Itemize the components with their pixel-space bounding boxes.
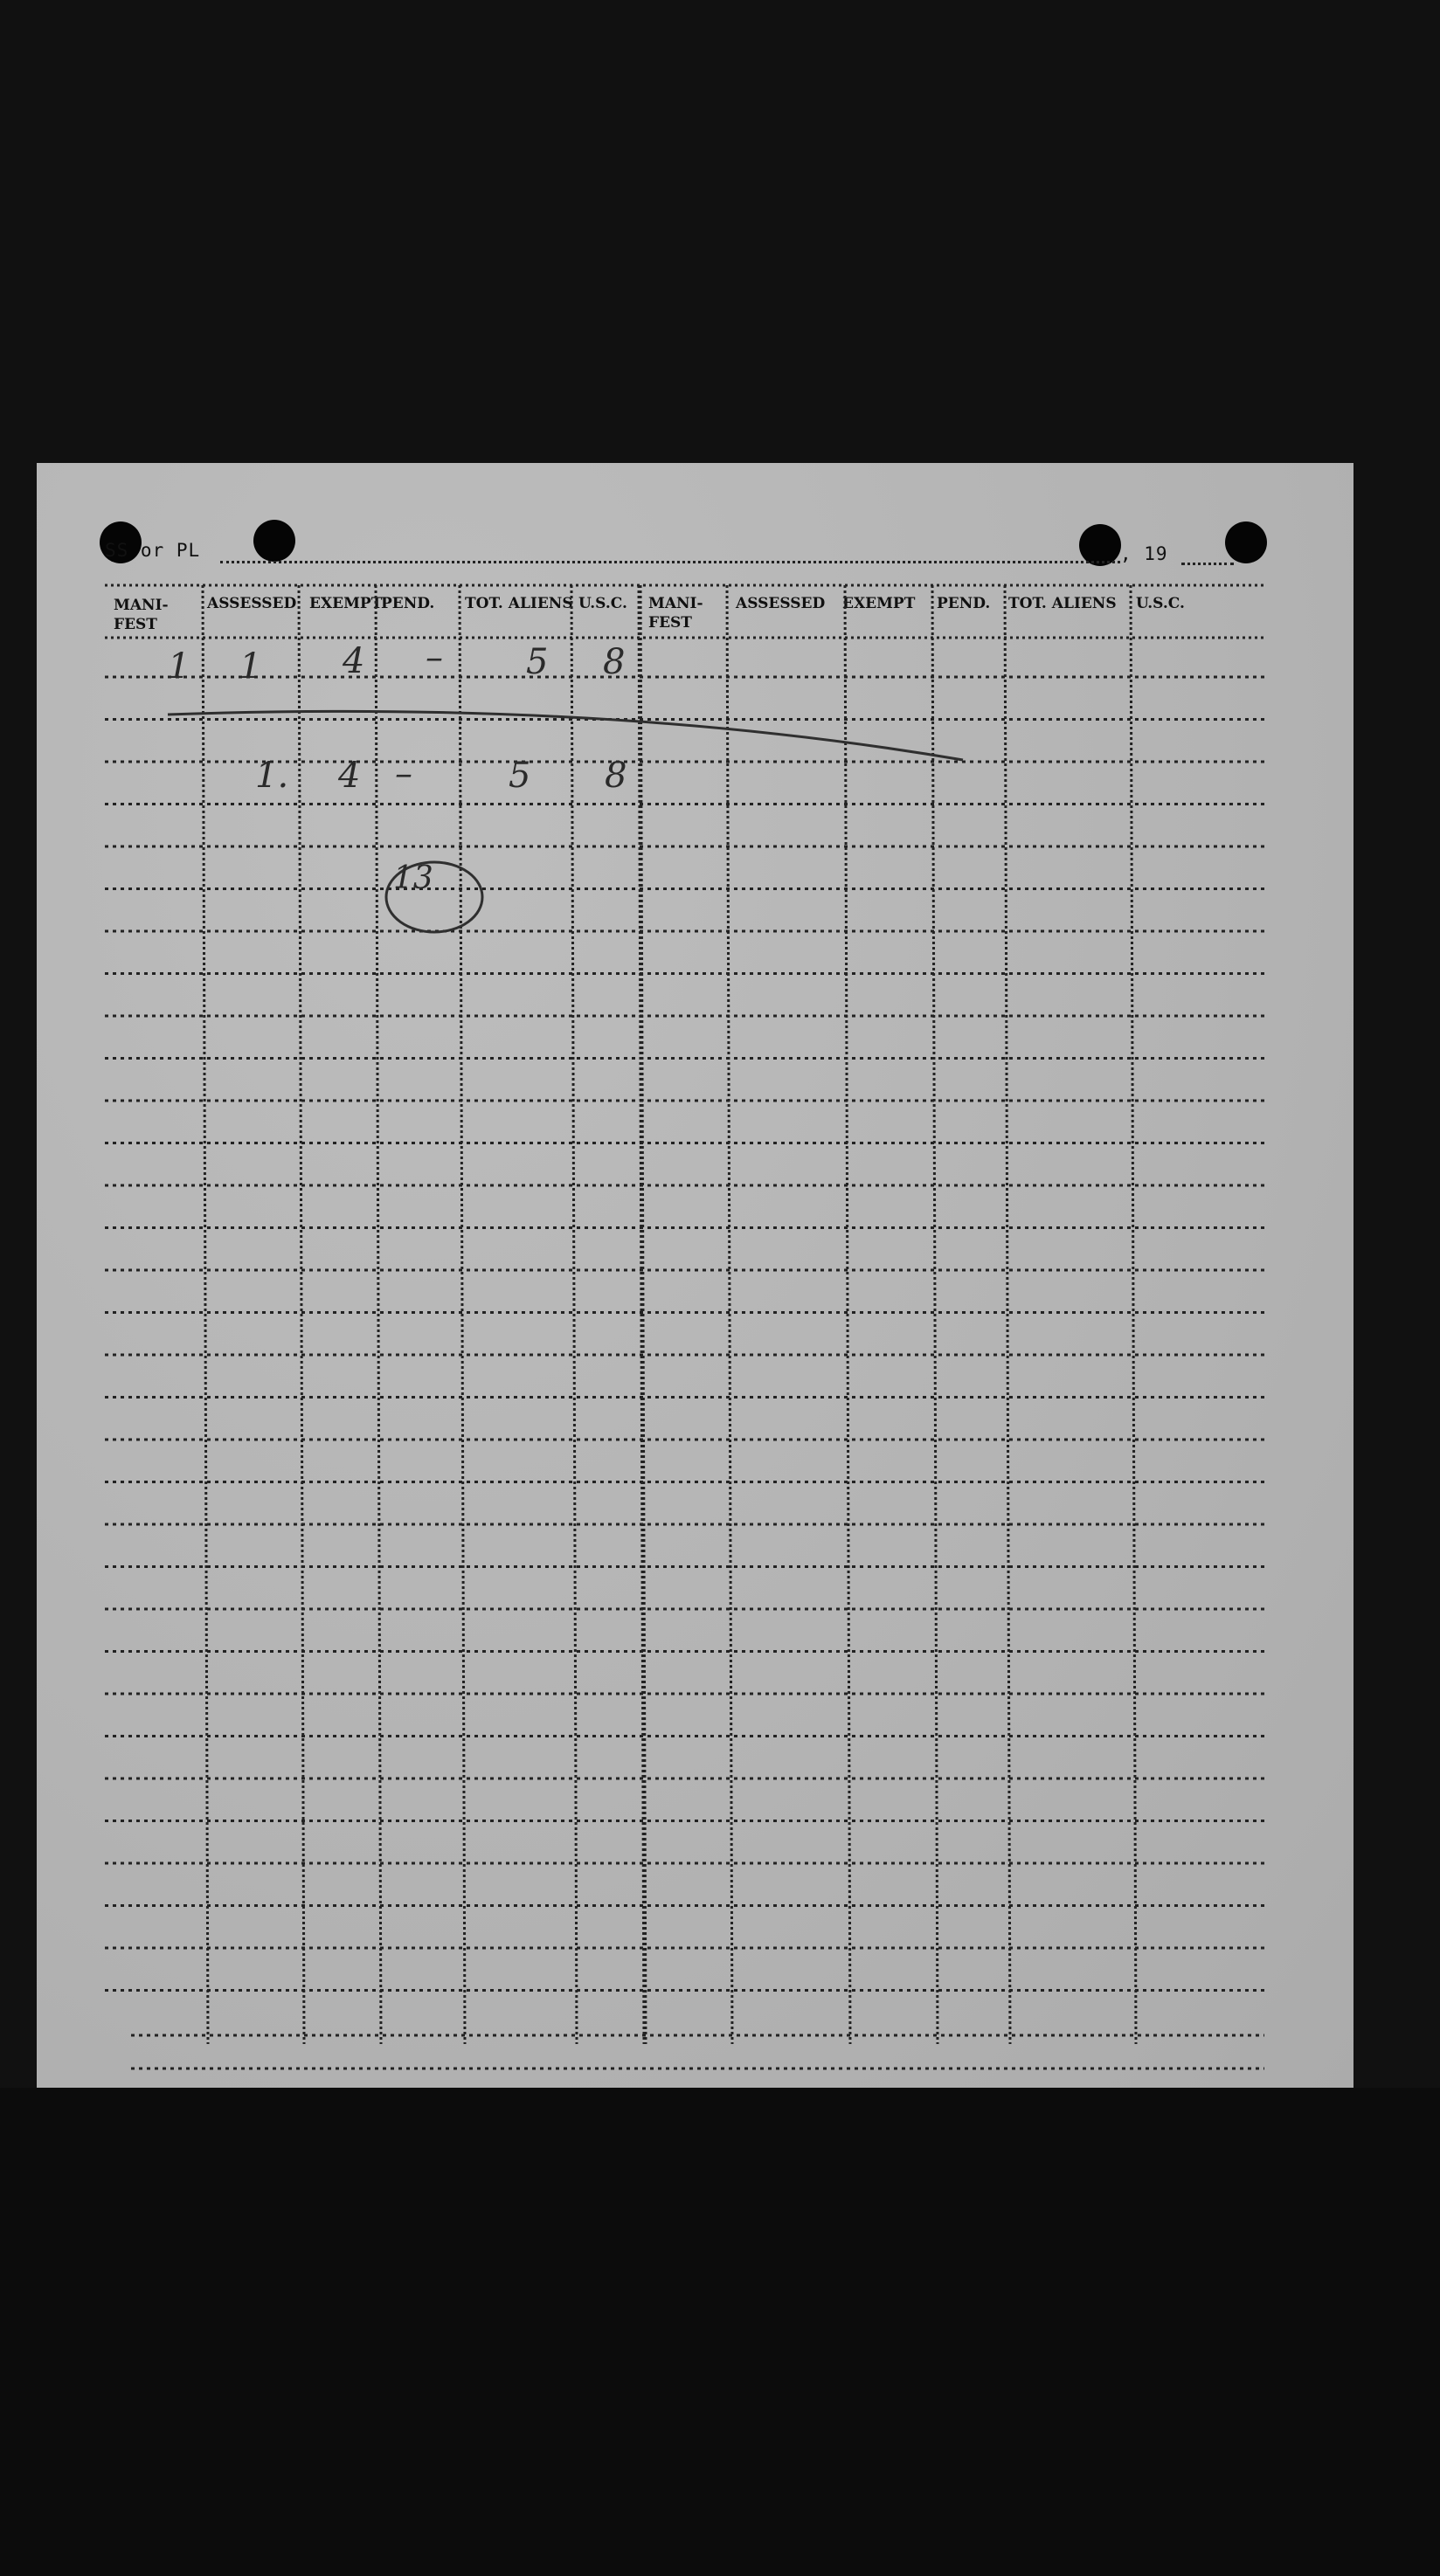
col-header-pend: PEND. [381,595,435,612]
col-header-tot-aliens: TOT. ALIENS [465,595,573,612]
ledger-grid [37,463,1353,2088]
form-sheet [37,463,1353,2088]
col-header-manifest: MANI- FEST [114,597,169,633]
entry-manifest: 1 [168,646,190,687]
entry-tot-aliens: 5 [509,756,531,796]
col-header-tot-aliens: TOT. ALIENS [1008,595,1117,612]
col-header-assessed: ASSESSED [736,595,826,612]
col-header-assessed: ASSESSED [207,595,297,612]
col-header-usc: U.S.C. [578,595,627,612]
entry-usc: 8 [603,642,626,682]
entry-pend: – [426,638,443,678]
entry-exempt: 4 [338,756,361,796]
ship-prefix-label: SS or PL [105,540,201,561]
col-header-pend: PEND. [937,595,991,612]
col-header-usc: U.S.C. [1136,595,1185,612]
col-header-exempt: EXEMPT [309,595,383,612]
col-header-exempt: EXEMPT [842,595,916,612]
year-label: , 19 [1120,543,1168,564]
entry-assessed: 1. [255,756,289,796]
scan-border [0,2088,1440,2576]
entry-assessed: 1 [239,646,262,687]
entry-usc: 8 [605,756,627,796]
circled-total: 13 [393,860,433,896]
col-header-manifest: MANI- FEST [648,595,703,632]
entry-exempt: 4 [343,641,365,681]
entry-pend: – [395,754,412,794]
entry-tot-aliens: 5 [526,642,549,682]
